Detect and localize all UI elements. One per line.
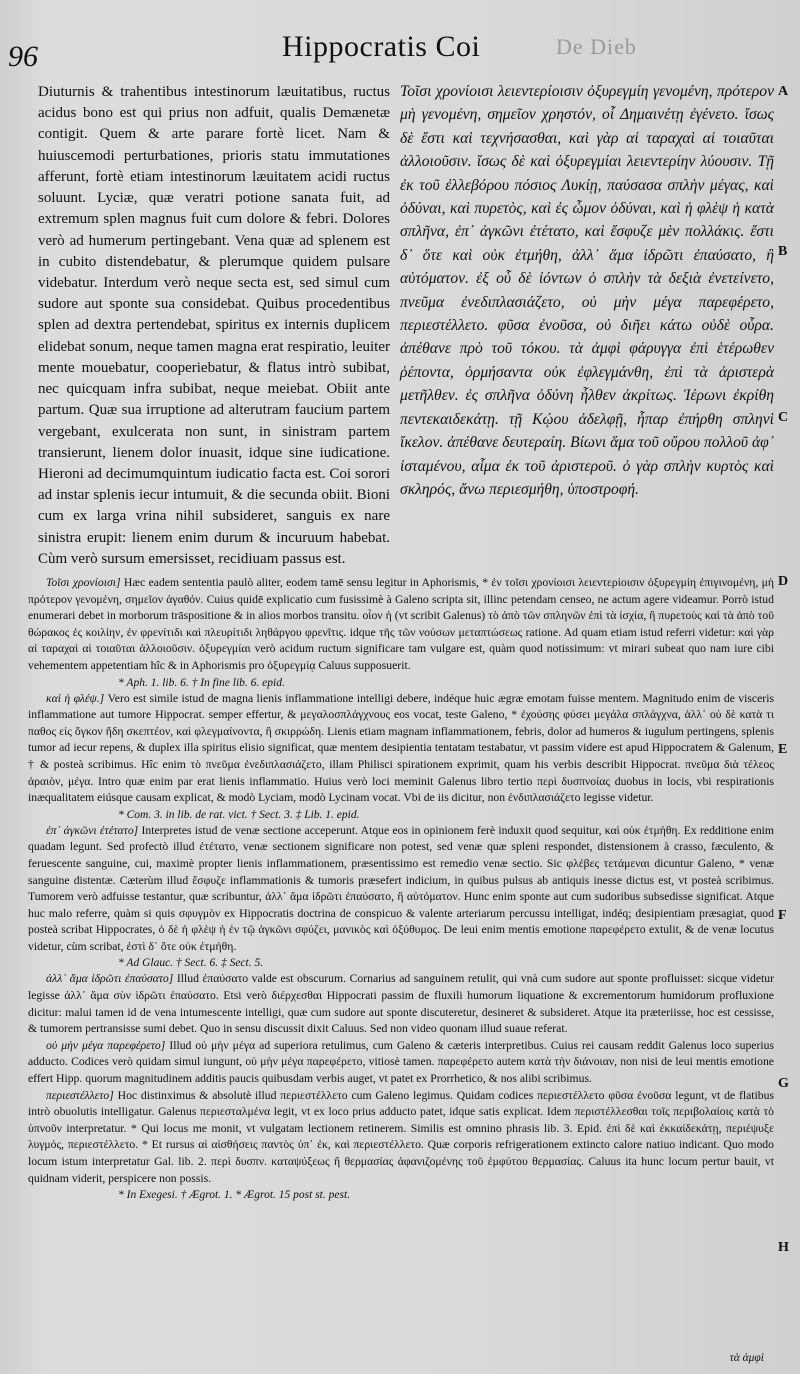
note-references: * Com. 3. in lib. de rat. vict. † Sect. 3. ‡ Lib. 1. epid.	[118, 808, 360, 821]
greek-text-column: Τοῖσι χρονίοισι λειεντερίοισιν ὀξυρεγμίη γενομένη, πρότερον μὴ γενομένη, σημεῖον χρηστόν, οἷ Δημαινέτῃ ἐγένετο. ἴσως δὲ ἔστι καὶ τεχνήσασθαι, καὶ γὰρ αἱ ταραχαὶ αἱ τοιαῦται ἀλλοιοῦσιν. ἴσως δὲ καὶ ὀξυρεγμίαι λειεντερίην λύουσιν. Τῇ ἐκ τοῦ ἐλλεβόρου πόσιος Λυκίῃ, παύσασα σπλὴν μέγας, καὶ ὀδύναι, καὶ πυρετὸς, καὶ ἐς ὦμον ὀδύναι, καὶ ἡ φλὲψ ἡ κατὰ σπλῆνα, ἐπ᾽ ἀγκῶνι ἐτέτατο, καὶ ἔσφυζε μὲν πολλάκις. ἔστι δ᾽ ὅτε καὶ οὐκ ἐτμήθη, ἀλλ᾽ ἅμα ἱδρῶτι ἐπαύσατο, ἢ αὐτόματον. ἐξ οὗ δὲ ἰόντων ὁ σπλὴν τὰ δεξιὰ ἐνετείνετο, πνεῦμα ἐνεδιπλασιάζετο, οὐ μὴν μέγα παρεφέρετο, περιεστέλλετο. φῦσα ἐνοῦσα, οὐ διῆει κάτω οὐδὲ οὖρα. ἀπέθανε πρὸ τοῦ τόκου. τὰ ἀμφὶ φάρυγγα ἐπὶ ἑτέρωθεν ῥέποντα, ὁρμήσαντα οὐκ ἐφλεγμάνθη, ἐπὶ τὰ ἀριστερὰ μετῆλθεν. ἐς σπλῆνα ὀδύνη ἦλθεν ἀκρίτως. Ἱέρωνι ἐκρίθη πεντεκαιδεκάτῃ. τῇ Κῴου ἀδελφῇ, ἧπαρ ἐπήρθη σπληνὶ ἴκελον. ἀπέθανε δευτεραίη. Βίωνι ἅμα τοῦ οὔρου πολλοῦ ἀφ᾽ ἱσταμένου, αἷμα ἐκ τοῦ ἀριστεροῦ. ὁ γὰρ σπλὴν κυρτὸς καὶ σκληρός, ἄνω περιεσμήθη, ὑποστροφή.	[400, 83, 774, 498]
note-text: Illud ἐπαύσατο valde est obscurum. Cornarius ad sanguinem retulit, qui vnà cum sudore aut sponte profluisset: sicque videtur legisse ἀλλ᾽ ἅμα σὺν ἱδρῶτι ἐπαύσατο. Etsi verò διέρχεσθαι Hippocrati passim de fluxili humorum liquatione & excrementorum humidorum profluxione dicitur: malui tamen id de vena intumescente intelligi, quæ cum sudore aut sponte discuteretur, desineret & subsideret. Atque ita præteriisse, hoc est cessisse, & tumorem pertransisse sumi debet. Quo in sensu discussit dixit Caluus. Sed non video quonam illud suaue referat.	[28, 972, 774, 1036]
margin-letter-d: D	[778, 574, 789, 589]
running-title: Hippocratis Coi	[282, 30, 481, 63]
commentary-note	[28, 1038, 774, 1088]
margin-letter-g: G	[778, 1076, 789, 1091]
note-text: Illud οὐ μὴν μέγα ad superiora retulimus, cum Galeno & cæteris interpretibus. Cuius rei causam reddit Galenus loco superius adducto. Codices verò quidam simul iungunt, οὐ μὴν μέγα παρεφέρετο, vitiosè tamen. παρεφέρετο autem κατὰ τὴν διάνοιαν, non nisi de leui mentis emotione effert Hipp. quorum magnitudinem additis paucis quibusdam verbis auget, vt patet ex Prorrhetico, & nos alibi scribimus.	[28, 1038, 775, 1086]
note-text: Hæc eadem sententia paulò aliter, eodem tamē sensu legitur in Aphorismis, * ἐν τοῖσι χρονίοισι λειεντερίοισιν ὀξυρεγμίη ἐπιγινομένη, μὴ πρότερον γενομένη, σημεῖον ἀγαθόν. Cuius quidē explicatio cum fusissimè à Galeno scripta sit, illinc petendam censeo, ne actum agere videamur. Porrò istud enumerari debet in morborum trāspositione & in alios morbos transitu. οἷον ἡ (vt scribit Galenus) τὸ ἀπὸ τῶν σπληνῶν ἐπὶ τὰ ἰσχία, ἢ πυρετοὺς καὶ τὰ ἀπὸ τοῦ θώρακος ἐς κοιλίην, ἐν φρενίτιδι καὶ πλευρίτιδι ληθάργου φρενῖτις. idque τῆς τῶν νούσων μεταπτώσεως ratione. Ad quam etiam istud referri videtur: καὶ γὰρ αἱ ταραχαὶ αἱ τοιαῦται ἀλλοιοῦσιν. ὀξυρεγμίαι verò acidum ructum significare tam vulgare est, quàm quod notissimum: vt mirari subeat quo nam iure cibi vehementem appetentiam hîc & in Aphorismis pro ὀξυρεγμίᾳ Caluus supposuerit.	[28, 576, 775, 672]
commentary-note	[28, 823, 774, 956]
note-lemma: οὐ μὴν μέγα παρεφέρετο]	[46, 1038, 166, 1052]
note-references: * Ad Glauc. † Sect. 6. ‡ Sect. 5.	[118, 957, 264, 970]
latin-translation-column: Diuturnis & trahentibus intestinorum læuitatibus, ructus acidus bono est qui prius non adfuit, qualis Demænetæ contigit. Quem & arte parare fortè licet. Nam & huiuscemodi perturbationes, prioris statu immutationes afferunt, fortè etiam intestinorum læuitatem acidi ructus soluunt. Lyciæ, quæ veratri potione sanata fuit, ad extremum splen magnus fuit cum dolore & febri. Dolores verò ad humerum pertingebant. Vena quæ ad splenem est in cubito distendebatur, & plerumque quidem pulsare videbatur. Interdum verò neque secta est, sed simul cum sudore aut sponte sua considebat. Quibus procedentibus splen ad dextra pertendebat, spiritus ex internis duplicem elidebat sonum, neque tamen magna erat respiratio, leuiter mente mouebatur, cooperiebatur, & flatus intrò subibat, nec quicquam infra subibat, neque meiebat. Obiit ante partum. Quæ sua irruptione ad alterutram faucium partem vergebant, exulcerata non sunt, in sinistram partem transierunt, lienem dolor inuasit, idque sine iudicatione. Hieroni ad decimumquintum iudicatio facta est. Coi sorori ad instar splenis iecur intumuit, & die secunda obiit. Bioni cum ex larga vrina nihil subsideret, sanguis ex nare sinistra erupit: lienem enim durum & incuruum habebat. Cùm verò sursum emersisset, recidiuam passus est.	[38, 84, 390, 567]
note-text: Vero est simile istud de magna lienis inflammatione intelligi debere, indéque huic ægræ emotam fuisse mentem. Magnitudo enim de visceris inflammatione aut tumore Hippocrat. semper effertur, & μεγαλοσπλάγχνους eos vocat, teste Galeno, * ἐχούσης φύσει μεγάλα σπλάγχνα, ἀλλ᾽ οὐ δὲ κατὰ τι παθος εἰς ὄγκον ἤδη σκεπτέον, καὶ φλεγμαίνοντα, ἢ σκιρρώδη. Lienis etiam magnam inflammationem, febris, dolor ad humeros & iugulum pertingens, splenis tumor ad iecur repens, & duplex illa spiritus elisio significat, quæ mentem desipientia tentatam testabatur, vt passim videre est apud Hippocratem & Galenum, † & posteà scribimus. Hîc enim τὸ πνεῦμα ἐνεδιπλασιάζετο, illam Philisci spirationem exprimit, quam his verbis describit Hippocrat. πνεῦμα διὰ τέλεος ἀραιὸν, μέγα. Intro quæ enim par erat lienis inflammatio. Huius verò loci meminit Galenus libro tertio περὶ δυσπνοίας duobus in locis, vbi respirationis inæqualitatem eiúsque causam explicat, & modò Lyciam, modò Lycinam vocat. Vbi de iis dicitur, non ἐνδιπλασιάζετο legisse videtur.	[28, 691, 774, 805]
page-number: 96	[8, 40, 38, 73]
margin-letter-a: A	[778, 84, 789, 99]
note-lemma: Τοῖσι χρονίοισι]	[46, 576, 121, 589]
commentary-notes	[28, 575, 774, 1203]
note-text: Hoc distinximus & absolutè illud περιεστέλλετο cum Galeno legimus. Quidam codices περιεστέλλετο φῦσα ἐνοῦσα legunt, vt de flatibus intrò obuolutis intelligatur. Galenus περιεσταλμένα legit, vt ex loco prius adducto patet, idque satis explicat. Idem περιστέλλεσθαι τοῖς περιβολαίοις κατὰ τὸ ὑπνοῦν interpretatur. * Qui locus me monit, vt vulgatam lectionem retinerem. Similis est omnino phrasis lib. 3. Epid. ἐπὶ δὲ καὶ ἐκκαίδεκάτῃ, περιέψυξε λυγμός, περιεστέλλετο. * Et rursus αἱ αἰσθήσεις παντὸς ὑπ᾽ ἐκ, καὶ περιεστέλλετο. Quæ corporis refrigerationem extincto calore natiuo indicant. Quo modo locum istum interpretatur Gal. lib. 2. περὶ δυσπν. καταψύξεως ἢ θερμασίας ἀφανιζομένης τοῦ ἐμφύτου θερμασίας. Caluus ita hunc locum pertur bauit, vt quidnam viderit, perspicere non possis.	[28, 1088, 775, 1185]
note-lemma: ἀλλ᾽ ἅμα ἱδρῶτι ἐπαύσατο]	[46, 972, 174, 986]
note-lemma: περιεστέλλετο]	[46, 1088, 114, 1102]
margin-letter-b: B	[778, 244, 788, 259]
margin-letter-h: H	[778, 1240, 789, 1255]
margin-letter-c: C	[778, 410, 789, 425]
commentary-note	[28, 575, 774, 675]
note-text: Interpretes istud de venæ sectione acceperunt. Atque eos in opinionem ferè induxit quod sequitur, καὶ οὐκ ἐτμήθη. Ex redditione enim quadam legunt. Sed profectò illud ἐτέτατο, venæ sectionem significare non potest, sed venæ quæ spleni respondet, distensionem à crasso, fæculento, & feruescente sanguine, cui, maximè propter lienis inflammationem, præsentissimo est remedio venæ sectio. Sic φλέβες τετάμεναι dicuntur Galeno, * venæ sanguine distentæ. Cæterùm illud ἔσφυζε inflammationis & tumoris præsefert indicium, in quibus pulsus ab antiquis inesse dictus est, vt posteà scribimus. Tumorem verò adfuisse testantur, quæ scribuntur, ἀλλ᾽ ἅμα ἱδρῶτι ἐπαύσατο, ἢ αὐτόματον. Hunc enim sponte aut cum sudoribus subsedisse significat. Atque huc malo referre, quàm si quis σφυγμὸν ex Hippocratis doctrina de conspicuo & valente arteriarum percussu intelligat, indéq; desipientiam præsagiat, quod posteà scribat Hippocrates, ὁ δὲ ἡ φλὲψ ἡ ἐν τῷ ἀγκῶνι σφύζει, μανικὸς καὶ ὀξύθυμος. De leui enim mentis emotione παρεφέρετο extulit, & de venæ locutus videtur, cùm scribat, ἐστὶ δ᾽ ὅτε οὐκ ἐτμήθη.	[28, 823, 775, 953]
note-lemma: ἐπ᾽ ἀγκῶνι ἐτέτατο]	[46, 823, 139, 837]
bleed-through-text: De Dieb	[556, 34, 637, 59]
commentary-note	[28, 691, 774, 807]
margin-letter-e: E	[778, 742, 788, 757]
margin-letter-f: F	[778, 908, 787, 923]
note-references: * Aph. 1. lib. 6. † In fine lib. 6. epid.	[118, 676, 285, 689]
commentary-note	[28, 1088, 774, 1188]
note-references: * In Exegesi. † Ægrot. 1. * Ægrot. 15 post st. pest.	[118, 1189, 351, 1202]
note-lemma: καὶ ἡ φλέψ.]	[46, 691, 105, 705]
commentary-note	[28, 971, 774, 1037]
catchword: τὰ ἀμφὶ	[729, 1352, 764, 1364]
